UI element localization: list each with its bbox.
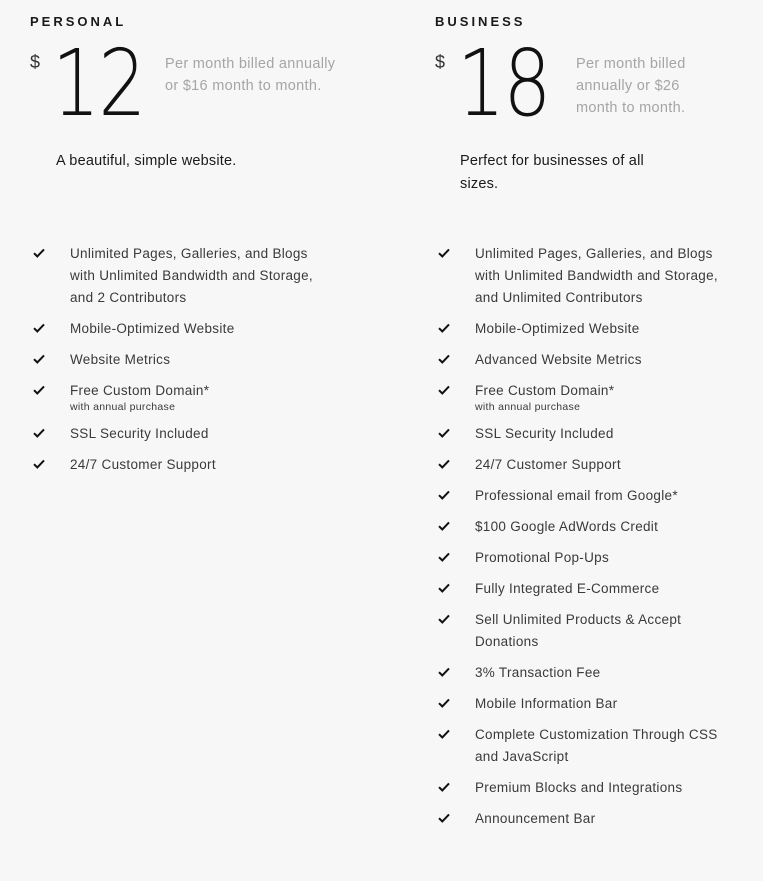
feature-text: Mobile-Optimized Website bbox=[475, 321, 640, 336]
check-icon bbox=[33, 459, 45, 469]
plan-name: PERSONAL bbox=[30, 14, 127, 29]
feature-item bbox=[435, 516, 725, 538]
feature-item bbox=[435, 380, 725, 414]
feature-text: Mobile-Optimized Website bbox=[70, 321, 235, 336]
feature-text: Professional email from Google* bbox=[475, 488, 678, 503]
check-icon bbox=[438, 490, 450, 500]
feature-text: Announcement Bar bbox=[475, 811, 596, 826]
feature-list bbox=[30, 243, 330, 485]
check-icon bbox=[33, 354, 45, 364]
check-icon bbox=[33, 385, 45, 395]
check-icon bbox=[438, 552, 450, 562]
feature-text: 24/7 Customer Support bbox=[70, 457, 216, 472]
feature-text: Website Metrics bbox=[70, 352, 171, 367]
feature-item bbox=[435, 454, 725, 476]
feature-item bbox=[435, 808, 725, 830]
feature-text: Sell Unlimited Products & Accept Donations bbox=[475, 612, 682, 649]
feature-item bbox=[435, 318, 725, 340]
feature-item bbox=[30, 243, 330, 309]
check-icon bbox=[33, 323, 45, 333]
check-icon bbox=[438, 698, 450, 708]
feature-text: SSL Security Included bbox=[70, 426, 209, 441]
feature-item bbox=[30, 423, 330, 445]
feature-text: $100 Google AdWords Credit bbox=[475, 519, 659, 534]
price-amount: 18 bbox=[457, 30, 550, 137]
check-icon bbox=[438, 583, 450, 593]
billing-description: Per month billed annually or $26 month to month. bbox=[576, 56, 686, 116]
feature-item bbox=[30, 454, 330, 476]
plan-tagline: A beautiful, simple website. bbox=[56, 153, 237, 169]
feature-text: Fully Integrated E-Commerce bbox=[475, 581, 660, 596]
check-icon bbox=[438, 614, 450, 624]
feature-item bbox=[435, 423, 725, 445]
billing-description: Per month billed annually or $16 month to month. bbox=[165, 56, 336, 94]
check-icon bbox=[438, 385, 450, 395]
feature-item bbox=[435, 578, 725, 600]
check-icon bbox=[438, 521, 450, 531]
check-icon bbox=[438, 667, 450, 677]
feature-item bbox=[435, 485, 725, 507]
check-icon bbox=[438, 248, 450, 258]
check-icon bbox=[438, 729, 450, 739]
check-icon bbox=[438, 459, 450, 469]
feature-item bbox=[30, 318, 330, 340]
price-currency: $ bbox=[30, 52, 41, 72]
feature-text: Complete Customization Through CSS and JavaScript bbox=[475, 727, 718, 764]
feature-item bbox=[30, 349, 330, 371]
check-icon bbox=[438, 354, 450, 364]
feature-list bbox=[435, 243, 725, 839]
feature-item bbox=[435, 547, 725, 569]
feature-item bbox=[435, 777, 725, 799]
plan-tagline: Perfect for businesses of all sizes. bbox=[460, 153, 644, 192]
feature-text: Promotional Pop-Ups bbox=[475, 550, 610, 565]
feature-item bbox=[435, 349, 725, 371]
feature-item bbox=[435, 693, 725, 715]
plan-name: BUSINESS bbox=[435, 14, 526, 29]
check-icon bbox=[438, 813, 450, 823]
feature-text: Advanced Website Metrics bbox=[475, 352, 642, 367]
feature-note: with annual purchase bbox=[70, 401, 176, 413]
feature-text: 24/7 Customer Support bbox=[475, 457, 621, 472]
price-amount: 12 bbox=[52, 30, 145, 137]
check-icon bbox=[438, 323, 450, 333]
check-icon bbox=[33, 428, 45, 438]
feature-text: Free Custom Domain* bbox=[475, 383, 615, 398]
check-icon bbox=[33, 248, 45, 258]
feature-text: Mobile Information Bar bbox=[475, 696, 618, 711]
feature-note: with annual purchase bbox=[475, 401, 581, 413]
feature-item bbox=[435, 609, 725, 653]
price-currency: $ bbox=[435, 52, 446, 72]
feature-text: Unlimited Pages, Galleries, and Blogs with Unlimited Bandwidth and Storage, and 2 Contributors bbox=[70, 246, 313, 305]
feature-text: Unlimited Pages, Galleries, and Blogs with Unlimited Bandwidth and Storage, and Unlimited Contributors bbox=[475, 246, 718, 305]
feature-text: SSL Security Included bbox=[475, 426, 614, 441]
feature-item bbox=[435, 662, 725, 684]
feature-text: Free Custom Domain* bbox=[70, 383, 210, 398]
check-icon bbox=[438, 428, 450, 438]
feature-text: 3% Transaction Fee bbox=[475, 665, 601, 680]
feature-item bbox=[435, 243, 725, 309]
feature-text: Premium Blocks and Integrations bbox=[475, 780, 683, 795]
feature-item bbox=[30, 380, 330, 414]
feature-item bbox=[435, 724, 725, 768]
check-icon bbox=[438, 782, 450, 792]
